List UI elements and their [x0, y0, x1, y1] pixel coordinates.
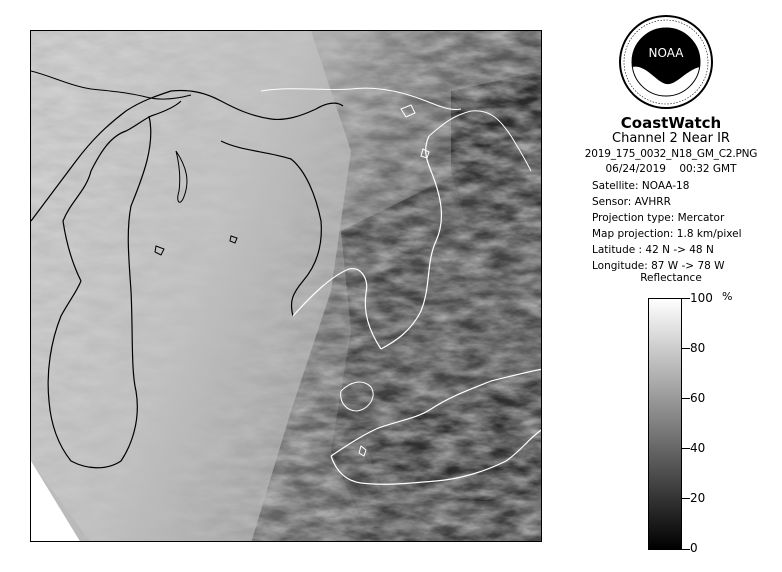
- projection-type-label: Projection type: Mercator: [592, 212, 725, 224]
- colorbar-tick-label: 40: [690, 441, 706, 455]
- noaa-logo: [616, 12, 716, 112]
- sensor-label: Sensor: AVHRR: [592, 196, 671, 208]
- colorbar-tick: [682, 448, 690, 449]
- colorbar-tick: [682, 348, 690, 349]
- colorbar-unit: %: [722, 290, 733, 303]
- logo-center-text: NOAA: [648, 46, 684, 60]
- satellite-label: Satellite: NOAA-18: [592, 180, 690, 192]
- page-title: CoastWatch: [620, 114, 722, 132]
- info-panel: [560, 0, 782, 572]
- colorbar-tick-label: 100: [690, 291, 713, 305]
- reflectance-colorbar: [648, 298, 682, 550]
- colorbar-tick-label: 20: [690, 491, 706, 505]
- colorbar-tick: [682, 398, 690, 399]
- colorbar-tick: [682, 298, 690, 299]
- colorbar-tick-label: 60: [690, 391, 706, 405]
- satellite-image: [31, 31, 542, 542]
- datetime-label: 06/24/2019 00:32 GMT: [605, 163, 737, 175]
- satellite-image-map: [30, 30, 542, 542]
- colorbar-tick: [682, 498, 690, 499]
- colorbar-tick-label: 0: [690, 541, 698, 555]
- map-projection-label: Map projection: 1.8 km/pixel: [592, 228, 742, 240]
- colorbar-tick-label: 80: [690, 341, 706, 355]
- channel-subtitle: Channel 2 Near IR: [612, 131, 730, 146]
- longitude-label: Longitude: 87 W -> 78 W: [592, 260, 725, 272]
- filename-label: 2019_175_0032_N18_GM_C2.PNG: [584, 148, 758, 160]
- noaa-logo-icon: [616, 12, 716, 112]
- colorbar-tick: [682, 549, 690, 550]
- colorbar-title: Reflectance: [640, 272, 702, 284]
- latitude-label: Latitude : 42 N -> 48 N: [592, 244, 714, 256]
